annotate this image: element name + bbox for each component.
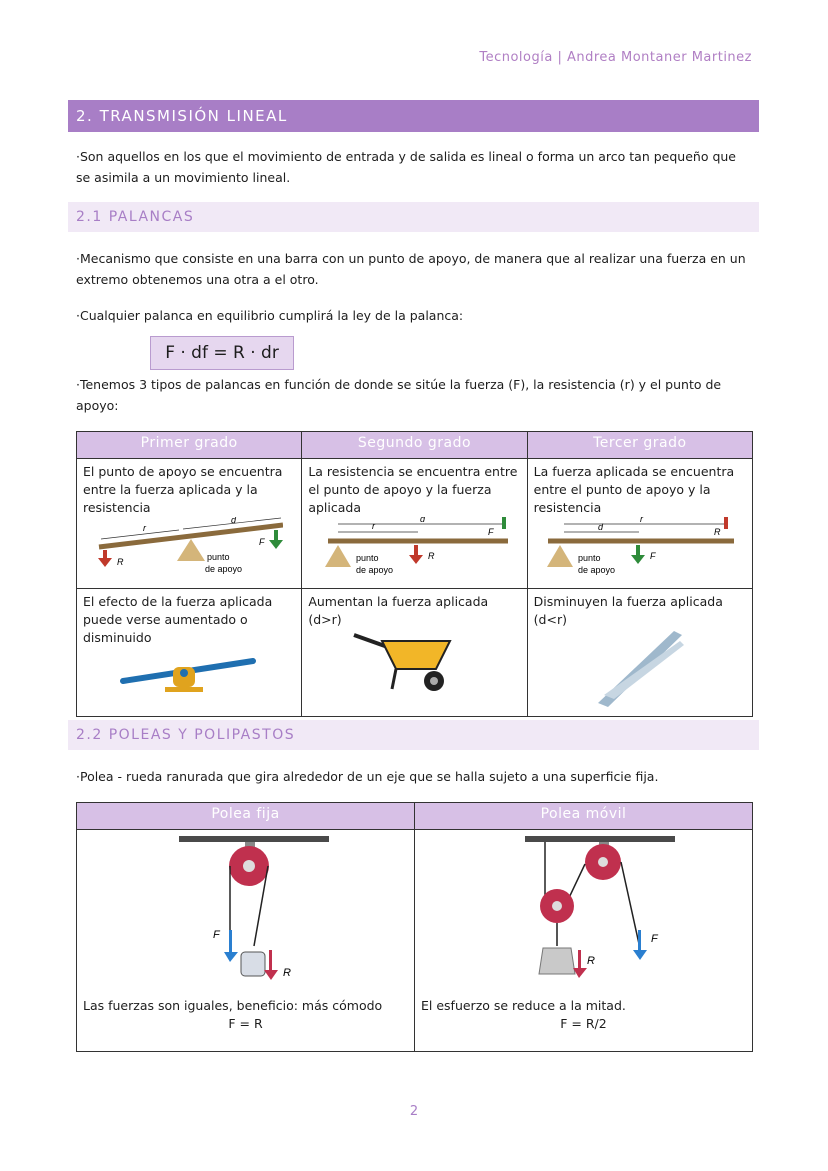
third-class-lever-diagram <box>534 517 734 579</box>
cell-primer-grado-effect <box>77 589 302 717</box>
cell-primer-grado-desc <box>77 459 302 589</box>
palanca-law-intro: ·Cualquier palanca en equilibrio cumplirá la ley de la palanca: <box>76 308 464 323</box>
polea-definition: ·Polea - rueda ranurada que gira alrededor de un eje que se halla sujeto a una superficie fija. <box>76 769 659 784</box>
wheelbarrow-illustration <box>308 629 508 695</box>
label-R: R <box>587 955 595 967</box>
label-F: F <box>649 551 656 561</box>
label-F: F <box>651 933 658 945</box>
section-title-palancas: 2.1 PALANCAS <box>68 202 759 232</box>
header-segundo-grado: Segundo grado <box>302 432 527 459</box>
lever-types-table <box>76 431 753 717</box>
cell-segundo-grado-effect <box>302 589 527 717</box>
page-number: 2 <box>409 1104 419 1119</box>
label-r: r <box>639 517 643 524</box>
movable-pulley-diagram <box>421 834 741 992</box>
pulleys-table <box>76 802 753 1052</box>
label-F: F <box>259 537 265 547</box>
polea-fija-formula: F = R <box>228 1016 263 1031</box>
label-apoyo: de apoyo <box>205 564 243 574</box>
segundo-grado-effect-text: Aumentan la fuerza aplicada (d>r) <box>308 594 489 627</box>
label-d: d <box>231 517 237 525</box>
cell-polea-movil <box>415 830 753 1052</box>
label-r: r <box>372 521 376 531</box>
label-R: R <box>283 967 291 979</box>
cell-segundo-grado-desc <box>302 459 527 589</box>
polea-movil-caption: El esfuerzo se reduce a la mitad. <box>421 998 626 1013</box>
label-apoyo: de apoyo <box>356 565 394 575</box>
intro-paragraph: ·Son aquellos en los que el movimiento de entrada y de salida es lineal o forma un arco tan pequeño que se asimila a un movimiento lineal. <box>76 149 736 185</box>
label-punto: punto <box>356 553 379 563</box>
lever-law-formula: F · df = R · dr <box>150 336 294 370</box>
primer-grado-effect-text: El efecto de la fuerza aplicada puede verse aumentado o disminuido <box>83 594 273 645</box>
tweezers-illustration <box>534 629 734 707</box>
label-d: d <box>420 517 426 524</box>
palanca-definition: ·Mecanismo que consiste en una barra con un punto de apoyo, de manera que al realizar una fuerza en un extremo obtenemos una otra a el otro. <box>76 251 746 287</box>
label-F: F <box>488 527 494 537</box>
lever-types-intro: ·Tenemos 3 tipos de palancas en función de donde se sitúe la fuerza (F), la resistencia (r) y el punto de apoyo: <box>76 377 722 413</box>
header-polea-movil: Polea móvil <box>415 803 753 830</box>
label-R: R <box>428 551 435 561</box>
header-primer-grado: Primer grado <box>77 432 302 459</box>
label-apoyo: de apoyo <box>577 565 615 575</box>
label-R: R <box>713 527 721 537</box>
fixed-pulley-diagram <box>83 834 403 992</box>
seesaw-illustration <box>83 647 283 695</box>
label-R: R <box>117 557 124 567</box>
label-punto: punto <box>207 552 230 562</box>
cell-tercer-grado-desc <box>527 459 752 589</box>
label-r: r <box>143 523 146 533</box>
segundo-grado-text: La resistencia se encuentra entre el punto de apoyo y la fuerza aplicada <box>308 464 518 515</box>
polea-movil-formula: F = R/2 <box>560 1016 607 1031</box>
cell-tercer-grado-effect <box>527 589 752 717</box>
header-author: Tecnología | Andrea Montaner Martinez <box>479 50 752 65</box>
second-class-lever-diagram <box>308 517 508 579</box>
header-polea-fija: Polea fija <box>77 803 415 830</box>
label-punto: punto <box>577 553 601 563</box>
polea-fija-caption: Las fuerzas son iguales, beneficio: más cómodo <box>83 998 383 1013</box>
section-title-poleas: 2.2 POLEAS Y POLIPASTOS <box>68 720 759 750</box>
tercer-grado-text: La fuerza aplicada se encuentra entre el punto de apoyo y la resistencia <box>533 464 735 515</box>
header-tercer-grado: Tercer grado <box>527 432 752 459</box>
label-d: d <box>597 522 603 532</box>
primer-grado-text: El punto de apoyo se encuentra entre la fuerza aplicada y la resistencia <box>83 464 283 515</box>
tercer-grado-effect-text: Disminuyen la fuerza aplicada (d<r) <box>533 594 723 627</box>
cell-polea-fija <box>77 830 415 1052</box>
section-title-transmision-lineal: 2. TRANSMISIÓN LINEAL <box>68 100 759 132</box>
first-class-lever-diagram <box>83 517 283 579</box>
label-F: F <box>213 929 220 941</box>
